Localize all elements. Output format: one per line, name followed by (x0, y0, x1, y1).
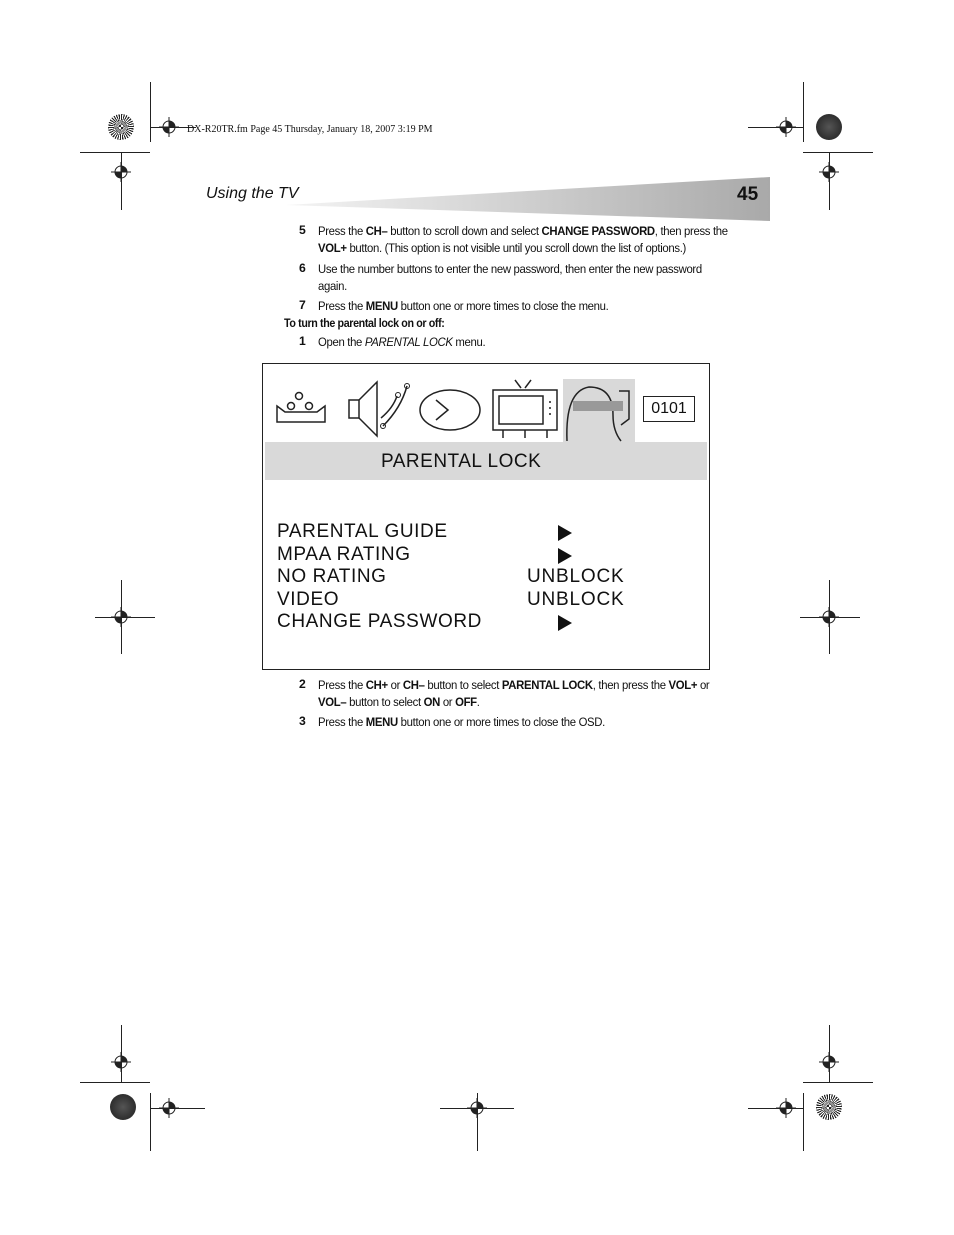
step-text-run: or (697, 678, 710, 692)
submenu-arrow-icon (558, 548, 572, 564)
step-text (318, 223, 733, 257)
clock-icon (418, 388, 482, 432)
step-text-run: button to scroll down and select (387, 224, 542, 238)
submenu-arrow-icon (558, 615, 572, 631)
page-number: 45 (737, 184, 759, 205)
step-text-run: or (439, 695, 456, 709)
crosshair-icon (819, 1052, 839, 1072)
step-text-run: button one or more times to close the OSD. (397, 715, 605, 729)
button-name: CH– (365, 224, 388, 238)
crosshair-icon (819, 162, 839, 182)
step-text (318, 298, 733, 315)
step-text-run: button to select (424, 678, 502, 692)
button-name: MENU (365, 299, 398, 313)
password-code: 0101 (643, 396, 695, 422)
button-name: ON (423, 695, 440, 709)
button-name: VOL– (318, 695, 347, 709)
step-text-run: or (387, 678, 403, 692)
button-name: CH– (402, 678, 425, 692)
osd-item-change-password: CHANGE PASSWORD (277, 611, 483, 632)
subheading: To turn the parental lock on or off: (284, 318, 445, 330)
step-number: 7 (299, 298, 306, 312)
crosshair-icon (111, 162, 131, 182)
step-text-run: , then press the (654, 224, 728, 238)
crosshair-icon (111, 1052, 131, 1072)
registration-disc-icon (816, 1094, 842, 1120)
osd-title: PARENTAL LOCK (381, 451, 542, 472)
crosshair-icon (159, 117, 179, 137)
button-name: CHANGE PASSWORD (541, 224, 655, 238)
menu-name: PARENTAL LOCK (364, 335, 453, 349)
osd-value-video: UNBLOCK (527, 589, 625, 610)
step-number: 5 (299, 223, 306, 237)
osd-item-parental-guide: PARENTAL GUIDE (277, 521, 448, 542)
button-name: CH+ (365, 678, 388, 692)
step-text-run: Press the (318, 678, 366, 692)
crosshair-icon (159, 1098, 179, 1118)
picture-icon (275, 384, 331, 428)
button-name: MENU (365, 715, 398, 729)
step-text-run: Press the (318, 715, 366, 729)
osd-screen (262, 363, 710, 670)
crosshair-icon (111, 607, 131, 627)
step-text (318, 677, 733, 711)
osd-item-no-rating: NO RATING (277, 566, 387, 587)
tv-icon (489, 378, 561, 440)
crosshair-icon (776, 1098, 796, 1118)
step-text-run: button one or more times to close the menu. (397, 299, 609, 313)
step-text-run: button. (This option is not visible until you scroll down the list of options.) (346, 241, 686, 255)
step-number: 1 (299, 334, 306, 348)
button-name: OFF (455, 695, 477, 709)
step-text-run: Use the number buttons to enter the new password, then enter the new password again. (318, 262, 702, 293)
parental-lock-icon (563, 379, 635, 443)
step-text (318, 714, 733, 731)
crosshair-icon (776, 117, 796, 137)
submenu-arrow-icon (558, 525, 572, 541)
step-text-run: Press the (318, 299, 366, 313)
osd-title-bar (265, 442, 707, 480)
button-name: VOL+ (318, 241, 347, 255)
button-name: PARENTAL LOCK (501, 678, 593, 692)
step-number: 6 (299, 261, 306, 275)
osd-value-no-rating: UNBLOCK (527, 566, 625, 587)
registration-disc-icon (108, 114, 134, 140)
registration-disc-icon (110, 1094, 136, 1120)
step-text: Open the PARENTAL LOCK menu. (318, 335, 486, 349)
file-slug: DX-R20TR.fm Page 45 Thursday, January 18, 2007 3:19 PM (187, 124, 433, 135)
crosshair-icon (819, 607, 839, 627)
button-name: VOL+ (668, 678, 698, 692)
step-number: 2 (299, 677, 306, 691)
sound-icon (347, 378, 413, 438)
step-text-run: . (476, 695, 480, 709)
step-number: 3 (299, 714, 306, 728)
osd-item-mpaa-rating: MPAA RATING (277, 544, 411, 565)
step-text (318, 261, 733, 295)
crosshair-icon (467, 1098, 487, 1118)
step-text-run: , then press the (592, 678, 669, 692)
registration-disc-icon (816, 114, 842, 140)
step-text-run: Press the (318, 224, 366, 238)
section-title: Using the TV (206, 185, 299, 202)
step-text-run: button to select (346, 695, 424, 709)
osd-item-video: VIDEO (277, 589, 340, 610)
